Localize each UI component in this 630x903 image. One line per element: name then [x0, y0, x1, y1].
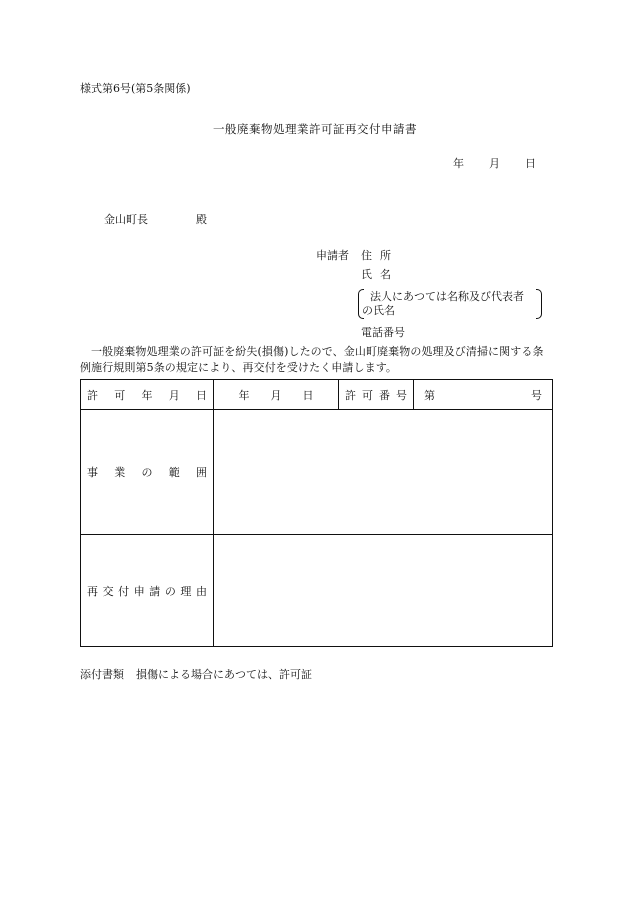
- permit-date-label-cell: [81, 380, 214, 410]
- reason-label-char: 請: [149, 584, 161, 598]
- scope-input-cell[interactable]: [214, 410, 553, 535]
- reason-label-char: 由: [195, 584, 207, 598]
- date-year-label: 年: [453, 157, 464, 170]
- permit-number-label-char: 許: [345, 388, 356, 402]
- reason-label-char: 理: [180, 584, 192, 598]
- name-label: 氏名: [361, 268, 399, 281]
- attachment-text: 損傷による場合にあつては、許可証: [136, 668, 312, 681]
- reason-label-char: 付: [118, 584, 130, 598]
- permit-date-label-char: 可: [114, 388, 126, 402]
- permit-number-label-char: 号: [396, 388, 407, 402]
- scope-label-char: 事: [87, 466, 98, 479]
- permit-date-label-char: 許: [87, 388, 98, 402]
- phone-label: 電話番号: [361, 326, 405, 339]
- permit-date-label-char: 月: [168, 388, 180, 402]
- reason-label-char: の: [164, 584, 176, 598]
- document-title: 一般廃棄物処理業許可証再交付申請書: [213, 122, 417, 136]
- reason-label-char: 交: [102, 584, 114, 598]
- permit-date-month: 月: [270, 388, 282, 402]
- addressee-name: 金山町長: [104, 213, 148, 226]
- scope-label: [81, 464, 213, 480]
- addressee-honorific: 殿: [196, 213, 207, 226]
- scope-label-char: 囲: [196, 466, 207, 479]
- reason-row: [81, 535, 553, 647]
- permit-number-label-char: 可: [362, 388, 373, 402]
- application-statement: 一般廃棄物処理業の許可証を紛失(損傷)したので、金山町廃棄物の処理及び清掃に関する条例施行規則第5条の規定により、再交付を受けたく申請します。: [80, 345, 544, 374]
- right-bracket: [536, 289, 542, 319]
- permit-date-year: 年: [238, 388, 250, 402]
- permit-date-day: 日: [302, 388, 314, 402]
- reason-label-char: 再: [87, 584, 98, 598]
- form-number: 様式第6号(第5条関係): [80, 82, 191, 95]
- scope-label-char: の: [141, 466, 153, 479]
- applicant-label: 申請者: [316, 249, 349, 262]
- permit-date-label: [81, 387, 213, 403]
- application-table: [80, 379, 553, 647]
- attachment-label: 添付書類: [80, 668, 124, 681]
- reason-label: [81, 583, 213, 599]
- permit-row: [81, 380, 553, 410]
- date-month-label: 月: [489, 157, 500, 170]
- permit-date-label-char: 年: [141, 388, 153, 402]
- permit-date-cell[interactable]: [214, 380, 339, 410]
- corporation-note: [358, 289, 542, 319]
- scope-row: [81, 410, 553, 535]
- permit-date-label-char: 日: [196, 388, 207, 402]
- scope-label-cell: [81, 410, 214, 535]
- date-day-label: 日: [525, 157, 536, 170]
- permit-number-label-char: 番: [379, 388, 390, 402]
- corporation-note-line2: の氏名: [362, 304, 395, 317]
- permit-number-cell[interactable]: [414, 380, 553, 410]
- scope-label-char: 範: [168, 466, 180, 479]
- corporation-note-line1: 法人にあつては名称及び代表者: [370, 290, 524, 303]
- permit-number-label: [339, 387, 413, 403]
- permit-number-suffix: 号: [531, 388, 542, 402]
- reason-label-char: 申: [133, 584, 145, 598]
- scope-label-char: 業: [114, 466, 126, 479]
- permit-number-prefix: 第: [424, 388, 435, 402]
- permit-number-label-cell: [339, 380, 414, 410]
- reason-label-cell: [81, 535, 214, 647]
- reason-input-cell[interactable]: [214, 535, 553, 647]
- address-label: 住所: [361, 249, 399, 262]
